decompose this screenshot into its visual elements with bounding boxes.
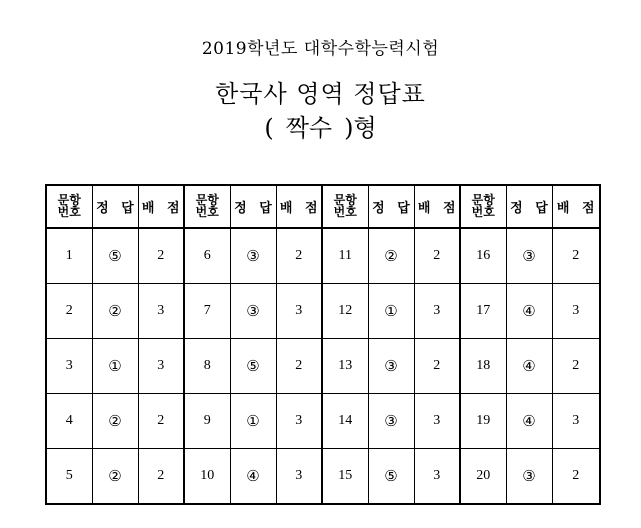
question-number-cell: 20: [460, 449, 506, 505]
question-number-cell: 15: [322, 449, 368, 505]
type-open-paren: (: [264, 114, 274, 142]
points-cell: 3: [276, 449, 322, 505]
answer-cell: ③: [368, 339, 414, 394]
question-number-cell: 14: [322, 394, 368, 449]
points-cell: 3: [138, 284, 184, 339]
answer-cell: ③: [368, 394, 414, 449]
question-number-cell: 10: [184, 449, 230, 505]
question-number-cell: 16: [460, 228, 506, 284]
points-cell: 2: [276, 228, 322, 284]
question-number-cell: 18: [460, 339, 506, 394]
answer-cell: ①: [230, 394, 276, 449]
header-points: 배 점: [276, 185, 322, 228]
question-number-cell: 4: [46, 394, 92, 449]
question-number-cell: 1: [46, 228, 92, 284]
header-points: 배 점: [138, 185, 184, 228]
table-row: [46, 228, 600, 284]
points-cell: 2: [552, 339, 600, 394]
header-answer: 정 답: [92, 185, 138, 228]
exam-title: 2019학년도 대학수학능력시험: [201, 39, 440, 59]
question-number-cell: 7: [184, 284, 230, 339]
table-row: [46, 339, 600, 394]
points-cell: 3: [414, 394, 460, 449]
points-cell: 3: [552, 394, 600, 449]
points-cell: 3: [276, 284, 322, 339]
points-cell: 2: [276, 339, 322, 394]
header-question-number: 문항 번호: [322, 185, 368, 228]
question-number-cell: 19: [460, 394, 506, 449]
question-number-cell: 3: [46, 339, 92, 394]
points-cell: 2: [138, 449, 184, 505]
answer-cell: ③: [506, 228, 552, 284]
header-question-number: 문항 번호: [184, 185, 230, 228]
points-cell: 2: [414, 228, 460, 284]
table-row: [46, 284, 600, 339]
question-number-cell: 6: [184, 228, 230, 284]
answer-cell: ②: [92, 284, 138, 339]
answer-cell: ②: [92, 394, 138, 449]
answer-cell: ⑤: [92, 228, 138, 284]
table-header-row: [46, 185, 600, 228]
points-cell: 3: [414, 284, 460, 339]
question-number-cell: 11: [322, 228, 368, 284]
header-points: 배 점: [414, 185, 460, 228]
document-title: 한국사 영역 정답표: [215, 80, 426, 108]
answer-key-table: [45, 184, 601, 505]
answer-cell: ④: [506, 284, 552, 339]
points-cell: 3: [276, 394, 322, 449]
question-number-cell: 17: [460, 284, 506, 339]
question-number-cell: 2: [46, 284, 92, 339]
answer-cell: ④: [230, 449, 276, 505]
answer-cell: ③: [506, 449, 552, 505]
header-answer: 정 답: [230, 185, 276, 228]
header-question-number: 문항 번호: [46, 185, 92, 228]
answer-cell: ①: [92, 339, 138, 394]
header-answer: 정 답: [506, 185, 552, 228]
points-cell: 3: [138, 339, 184, 394]
header-answer: 정 답: [368, 185, 414, 228]
header-question-number: 문항 번호: [460, 185, 506, 228]
table-row: [46, 394, 600, 449]
answer-cell: ②: [92, 449, 138, 505]
points-cell: 2: [414, 339, 460, 394]
type-name: 짝수: [285, 114, 333, 142]
points-cell: 2: [552, 449, 600, 505]
answer-cell: ③: [230, 284, 276, 339]
points-cell: 3: [552, 284, 600, 339]
header-points: 배 점: [552, 185, 600, 228]
points-cell: 2: [552, 228, 600, 284]
answer-cell: ③: [230, 228, 276, 284]
answer-cell: ①: [368, 284, 414, 339]
question-number-cell: 8: [184, 339, 230, 394]
answer-cell: ②: [368, 228, 414, 284]
answer-cell: ④: [506, 339, 552, 394]
question-number-cell: 5: [46, 449, 92, 505]
points-cell: 2: [138, 228, 184, 284]
answer-cell: ⑤: [368, 449, 414, 505]
points-cell: 2: [138, 394, 184, 449]
exam-type-line: [0, 108, 641, 143]
type-close-paren: )형: [344, 114, 377, 142]
question-number-cell: 13: [322, 339, 368, 394]
table-row: [46, 449, 600, 505]
answer-cell: ④: [506, 394, 552, 449]
answer-cell: ⑤: [230, 339, 276, 394]
question-number-cell: 12: [322, 284, 368, 339]
question-number-cell: 9: [184, 394, 230, 449]
points-cell: 3: [414, 449, 460, 505]
table-body: [46, 228, 600, 504]
